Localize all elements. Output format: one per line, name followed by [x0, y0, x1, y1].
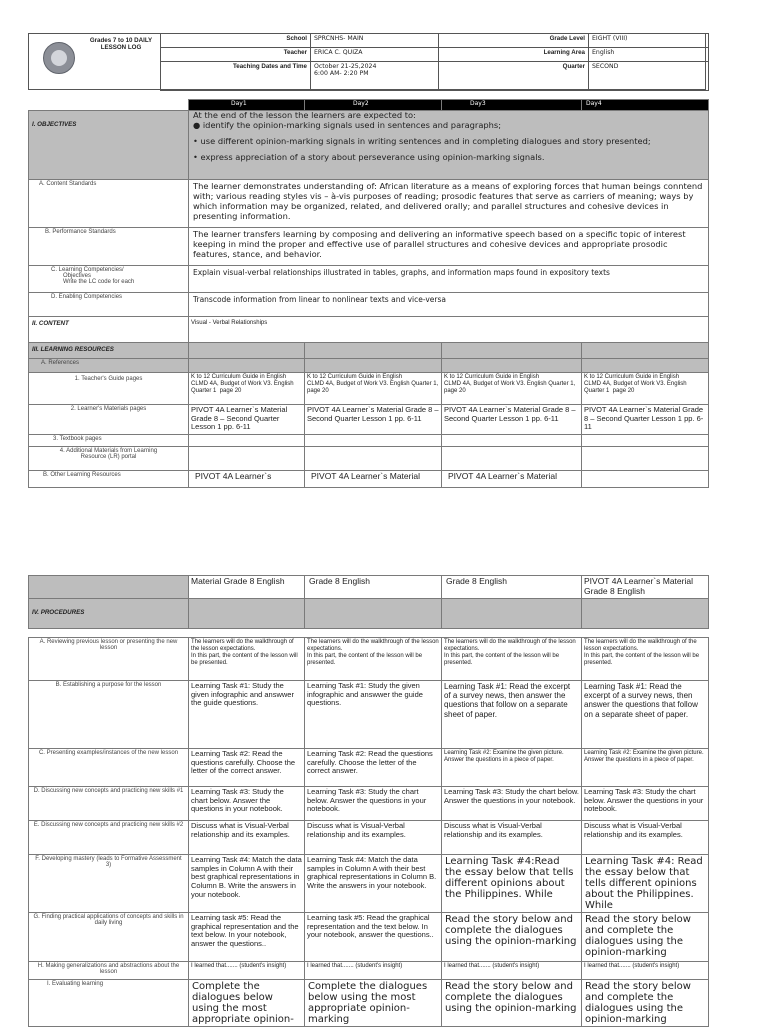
resources-label: III. LEARNING RESOURCES: [29, 343, 189, 359]
procedure-i-day-2: Complete the dialogues below using the most appropriate opinion-marking: [305, 980, 442, 1027]
tg-day-1: K to 12 Curriculum Guide in English CLMD 4A, Budget of Work V3. English Quarter 1 page 20: [189, 373, 305, 405]
procedure-f-label: F. Developing mastery (leads to Formative Assessment 3): [29, 855, 189, 913]
procedure-g-day-1: Learning task #5: Read the graphical representation and the text below. In your notebook, answer the questions..: [189, 913, 305, 962]
procedure-c-day-1: Learning Task #2: Read the questions carefully. Choose the letter of the correct answer.: [189, 749, 305, 787]
content-label: II. CONTENT: [29, 317, 189, 343]
textbook-label: 3. Textbook pages: [29, 435, 189, 447]
procedure-d-day-1: Learning Task #3: Study the chart below. Answer the questions in your notebook.: [189, 787, 305, 821]
school-value: SPRCNHS- MAIN: [311, 34, 439, 48]
procedure-b-day-3: Learning Task #1: Read the excerpt of a survey news, then answer the questions that follow on a separate sheet of paper.: [442, 681, 582, 749]
other-day-2: PIVOT 4A Learner`s Material: [305, 471, 442, 488]
content-standards-row: [29, 180, 709, 228]
lm-day-4: PIVOT 4A Learner`s Material Grade 8 – Second Quarter Lesson 1 pp. 6-11: [582, 405, 709, 435]
performance-standards-label: B. Performance Standards: [29, 228, 189, 266]
procedure-g-day-3: Read the story below and complete the dialogues using the opinion-marking: [442, 913, 582, 962]
content-standards-text: The learner demonstrates understanding of: African literature as a means of exploring forces that human beings conntend with; various reading styles vis – à-vis purposes of reading; prosodic features that serve as carriers of meaning; ways by which information may be organized, related, and delivered orally; and parallel structures and cohesive devices in presenting information.: [189, 180, 709, 228]
procedure-g-label: G. Finding practical applications of concepts and skills in daily living: [29, 913, 189, 962]
day-header-row: [29, 100, 709, 111]
tg-row: [29, 373, 709, 405]
procedure-d-label: D. Discussing new concepts and practicing new skills #1: [29, 787, 189, 821]
performance-standards-text: The learner transfers learning by composing and delivering an informative speech based on a specific topic of interest keeping in mind the proper and effective use of parallel structures and cohesive devices and appropriate prosodic features, stance, and behavior.: [189, 228, 709, 266]
competencies-text: Explain visual-verbal relationships illustrated in tables, graphs, and information maps found in expository texts: [189, 266, 709, 293]
objectives-label: I. OBJECTIVES: [29, 111, 189, 180]
quarter-label: Quarter: [439, 62, 589, 91]
objective-item: • use different opinion-marking signals in writing sentences and in completing dialogues and story presented;: [193, 135, 651, 146]
procedure-c-day-2: Learning Task #2: Read the questions carefully. Choose the letter of the correct answer.: [305, 749, 442, 787]
procedure-c-row: [29, 749, 709, 787]
continuation-day-2: Grade 8 English: [305, 576, 442, 599]
deped-seal-icon: [43, 42, 75, 74]
additional-label: 4. Additional Materials from Learning Resource (LR) portal: [29, 447, 189, 471]
references-label: A. References: [29, 359, 189, 373]
procedure-d-day-3: Learning Task #3: Study the chart below. Answer the questions in your notebook.: [442, 787, 582, 821]
procedure-h-day-3: I learned that....... (student's insight): [442, 962, 582, 980]
objective-item: • express appreciation of a story about perseverance using opinion-marking signals.: [193, 151, 545, 162]
competencies-row: [29, 266, 709, 293]
procedure-f-row: [29, 855, 709, 913]
lesson-log-table: [28, 99, 709, 488]
quarter-value: SECOND: [589, 62, 709, 91]
competencies-label: C. Learning Competencies/ Objectives Write the LC code for each: [29, 266, 189, 293]
procedure-e-day-2: Discuss what is Visual-Verbal relationship and its examples.: [305, 821, 442, 855]
procedure-a-day-3: The learners will do the walkthrough of the lesson expectations. In this part, the content of the lesson will be presented.: [442, 638, 582, 681]
procedure-d-day-2: Learning Task #3: Study the chart below. Answer the questions in your notebook.: [305, 787, 442, 821]
objectives-cell: [189, 111, 709, 180]
dates-label: Teaching Dates and Time: [161, 62, 311, 91]
content-text: Visual - Verbal Relationships: [189, 317, 709, 343]
continuation-day-4: PIVOT 4A Learner`s Material Grade 8 English: [582, 576, 709, 599]
procedure-b-day-4: Learning Task #1: Read the excerpt of a survey news, then answer the questions that follow on a separate sheet of paper.: [582, 681, 709, 749]
procedure-a-row: [29, 638, 709, 681]
content-standards-label: A. Content Standards: [29, 180, 189, 228]
procedure-e-day-1: Discuss what is Visual-Verbal relationship and its examples.: [189, 821, 305, 855]
procedure-e-row: [29, 821, 709, 855]
procedure-e-day-4: Discuss what is Visual-Verbal relationship and its examples.: [582, 821, 709, 855]
lesson-log-header: [28, 33, 706, 90]
other-day-1: PIVOT 4A Learner`s: [189, 471, 305, 488]
references-row: [29, 359, 709, 373]
procedure-i-day-3: Read the story below and complete the dialogues using the opinion-marking: [442, 980, 582, 1027]
procedure-b-day-1: Learning Task #1: Study the given infographic and answwer the guide questions.: [189, 681, 305, 749]
tg-day-3: K to 12 Curriculum Guide in English CLMD 4A, Budget of Work V3. English Quarter 1, page 20: [442, 373, 582, 405]
procedure-i-label: I. Evaluating learning: [29, 980, 189, 1027]
continuation-row: [29, 576, 709, 599]
day-2-header: Day2: [305, 100, 442, 111]
procedure-h-day-2: I learned that....... (student's insight): [305, 962, 442, 980]
other-resources-row: [29, 471, 709, 488]
other-day-3: PIVOT 4A Learner`s Material: [442, 471, 582, 488]
objective-item: ● identify the opinion-marking signals used in sentences and paragraphs;: [193, 119, 502, 130]
continuation-day-3: Grade 8 English: [442, 576, 582, 599]
tg-day-4: K to 12 Curriculum Guide in English CLMD 4A, Budget of Work V3. English Quarter 1 page 20: [582, 373, 709, 405]
procedure-i-day-4: Read the story below and complete the dialogues using the opinion-marking: [582, 980, 709, 1027]
procedures-header-row: [29, 599, 709, 629]
objectives-row: [29, 111, 709, 180]
teacher-label: Teacher: [161, 48, 311, 62]
procedure-c-day-4: Learning Task #2: Examine the given picture. Answer the questions in a piece of paper.: [582, 749, 709, 787]
procedure-g-day-4: Read the story below and complete the dialogues using the opinion-marking: [582, 913, 709, 962]
lm-label: 2. Learner's Materials pages: [29, 405, 189, 435]
procedure-i-day-1: Complete the dialogues below using the most appropriate opinion-: [189, 980, 305, 1027]
procedure-b-row: [29, 681, 709, 749]
procedure-d-row: [29, 787, 709, 821]
performance-standards-row: [29, 228, 709, 266]
enabling-label: D. Enabling Competencies: [29, 293, 189, 317]
grade-level-label: Grade Level: [439, 34, 589, 48]
resources-row: [29, 343, 709, 359]
day-3-header: Day3: [442, 100, 582, 111]
other-day-4: [582, 471, 709, 488]
school-label: School: [161, 34, 311, 48]
tg-day-2: K to 12 Curriculum Guide in English CLMD 4A, Budget of Work V3. English Quarter 1, page 20: [305, 373, 442, 405]
procedures-label: IV. PROCEDURES: [29, 599, 189, 629]
learning-area-value: English: [589, 48, 709, 62]
procedure-e-label: E. Discussing new concepts and practicing new skills #2: [29, 821, 189, 855]
teacher-value: ERICA C. QUIZA: [311, 48, 439, 62]
content-row: [29, 317, 709, 343]
textbook-row: [29, 435, 709, 447]
lm-day-2: PIVOT 4A Learner`s Material Grade 8 – Second Quarter Lesson 1 pp. 6-11: [305, 405, 442, 435]
dates-value: October 21-25,2024 6:00 AM- 2:20 PM: [311, 62, 439, 91]
procedure-c-label: C. Presenting examples/instances of the new lesson: [29, 749, 189, 787]
procedure-b-day-2: Learning Task #1: Study the given infographic and answwer the guide questions.: [305, 681, 442, 749]
procedure-f-day-3: Learning Task #4:Read the essay below that tells different opinions about the Philippines. While: [442, 855, 582, 913]
procedure-f-day-4: Learning Task #4: Read the essay below that tells different opinions about the Philippines. While: [582, 855, 709, 913]
enabling-row: [29, 293, 709, 317]
continuation-day-1: Material Grade 8 English: [189, 576, 305, 599]
tg-label: 1. Teacher's Guide pages: [29, 373, 189, 405]
procedure-d-day-4: Learning Task #3: Study the chart below. Answer the questions in your notebook.: [582, 787, 709, 821]
procedure-a-day-2: The learners will do the walkthrough of the lesson expectations. In this part, the content of the lesson will be presented.: [305, 638, 442, 681]
other-resources-label: B. Other Learning Resources: [29, 471, 189, 488]
procedure-h-day-4: I learned that....... (student's insight): [582, 962, 709, 980]
procedure-g-row: [29, 913, 709, 962]
procedure-e-day-3: Discuss what is Visual-Verbal relationship and its examples.: [442, 821, 582, 855]
grade-level-value: EIGHT (VIII): [589, 34, 709, 48]
lm-row: [29, 405, 709, 435]
objectives-intro: At the end of the lesson the learners are expected to:: [193, 110, 416, 120]
lm-day-1: PIVOT 4A Learner`s Material Grade 8 – Second Quarter Lesson 1 pp. 6-11: [189, 405, 305, 435]
procedure-h-row: [29, 962, 709, 980]
learning-area-label: Learning Area: [439, 48, 589, 62]
enabling-text: Transcode information from linear to nonlinear texts and vice-versa: [189, 293, 709, 317]
day-1-header: Day1: [189, 100, 305, 111]
procedure-a-day-1: The learners will do the walkthrough of the lesson expectations. In this part, the content of the lesson will be presented.: [189, 638, 305, 681]
procedure-a-day-4: The learners will do the walkthrough of the lesson expectations. In this part, the content of the lesson will be presented.: [582, 638, 709, 681]
procedure-a-label: A. Reviewing previous lesson or presenting the new lesson: [29, 638, 189, 681]
procedure-h-day-1: I learned that....... (student's insight): [189, 962, 305, 980]
log-title: Grades 7 to 10 DAILY LESSON LOG: [89, 37, 153, 51]
procedure-g-day-2: Learning task #5: Read the graphical representation and the text below. In your notebook, answer the questions..: [305, 913, 442, 962]
day-4-header: Day4: [582, 100, 709, 111]
procedure-c-day-3: Learning Task #2: Examine the given picture. Answer the questions in a piece of paper.: [442, 749, 582, 787]
procedure-h-label: H. Making generalizations and abstractions about the lesson: [29, 962, 189, 980]
procedure-b-label: B. Establishing a purpose for the lesson: [29, 681, 189, 749]
procedure-i-row: [29, 980, 709, 1027]
lm-day-3: PIVOT 4A Learner`s Material Grade 8 – Second Quarter Lesson 1 pp. 6-11: [442, 405, 582, 435]
additional-row: [29, 447, 709, 471]
procedure-f-day-1: Learning Task #4: Match the data samples in Column A with their best graphical representations in Column B. Write the answers in your notebook.: [189, 855, 305, 913]
procedures-table: [28, 575, 709, 1027]
procedure-f-day-2: Learning Task #4: Match the data samples in Column A with their best graphical representations in Column B. Write the answers in your notebook.: [305, 855, 442, 913]
